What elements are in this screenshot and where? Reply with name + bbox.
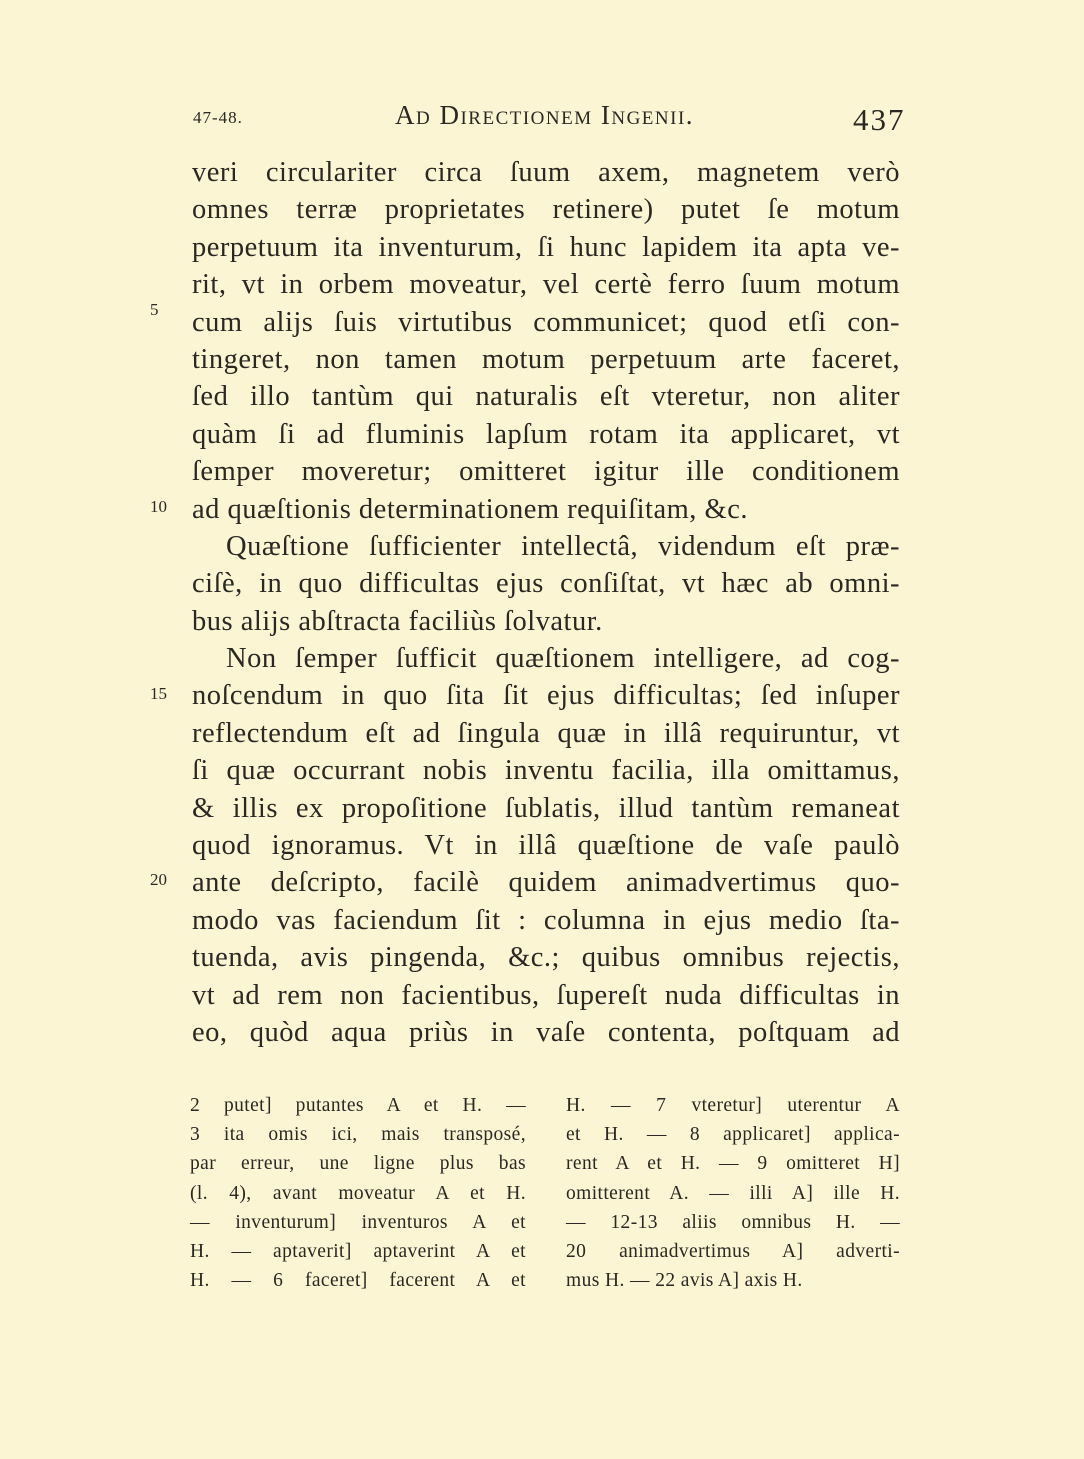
text-line: Non ſemper ſufficit quæſtionem intelligere, ad cog-	[226, 643, 900, 675]
line-number: 20	[150, 870, 167, 889]
text-line: ſemper moveretur; omitteret igitur ille conditionem	[192, 456, 900, 488]
text-line: Quæſtione ſufficienter intellectâ, videndum eſt præ-	[226, 530, 900, 562]
text-line: & illis ex propoſitione ſublatis, illud tantùm remaneat	[192, 792, 900, 824]
text-line: quàm ſi ad fluminis lapſum rotam ita applicaret, vt	[192, 418, 900, 450]
text-line: rit, vt in orbem moveatur, vel certè ferro ſuum motum	[192, 269, 900, 301]
page-number: 437	[853, 102, 906, 137]
text-line: tingeret, non tamen motum perpetuum arte faceret,	[192, 343, 900, 375]
text-line: ciſè, in quo difficultas ejus conſiſtat, vt hæc ab omni-	[192, 568, 900, 600]
text-line: noſcendum in quo ſita ſit ejus difficultas; ſed inſuper	[192, 680, 900, 712]
main-text	[192, 154, 900, 1051]
text-line: perpetuum ita inventurum, ſi hunc lapidem ita apta ve-	[192, 231, 900, 263]
text-line: eo, quòd aqua priùs in vaſe contenta, poſtquam ad	[192, 1016, 900, 1048]
text-line: bus alijs abſtracta faciliùs ſolvatur.	[192, 605, 603, 637]
text-line: vt ad rem non facientibus, ſupereſt nuda difficultas in	[192, 979, 900, 1011]
footnote-line: 20 animadvertimus A] adverti-	[566, 1240, 900, 1262]
footnote-line: et H. — 8 applicaret] applica-	[566, 1124, 900, 1146]
text-line: ſi quæ occurrant nobis inventu facilia, illa omittamus,	[192, 755, 900, 787]
text-line: veri circulariter circa ſuum axem, magnetem verò	[192, 157, 900, 188]
line-number: 15	[150, 684, 167, 703]
text-line: modo vas faciendum ſit : columna in ejus medio ſta-	[192, 904, 900, 936]
running-title: Ad Directionem Ingenii.	[395, 100, 695, 130]
text-line: ad quæſtionis determinationem requiſitam, &c.	[192, 493, 748, 525]
text-line: quod ignoramus. Vt in illâ quæſtione de vaſe paulò	[192, 830, 900, 862]
footnote-line: 2 putet] putantes A et H. —	[190, 1095, 526, 1116]
footnote-line: par erreur, une ligne plus bas	[190, 1153, 526, 1175]
text-line: reflectendum eſt ad ſingula quæ in illâ requiruntur, vt	[192, 717, 900, 749]
text-line: cum alijs ſuis virtutibus communicet; quod etſi con-	[192, 306, 900, 338]
page-range: 47-48.	[193, 108, 243, 127]
text-line: ante deſcripto, facilè quidem animadvertimus quo-	[192, 867, 900, 899]
text-line: tuenda, avis pingenda, &c.; quibus omnibus rejectis,	[192, 942, 900, 974]
footnote-line: — inventurum] inventuros A et	[190, 1211, 526, 1233]
footnote-line: — 12-13 aliis omnibus H. —	[566, 1211, 900, 1233]
footnote-line: rent A et H. — 9 omitteret H]	[566, 1153, 900, 1175]
footnote-line: (l. 4), avant moveatur A et H.	[190, 1182, 526, 1204]
footnote-line: omitterent A. — illi A] ille H.	[566, 1182, 900, 1204]
footnotes-right-column	[566, 1091, 900, 1295]
line-number: 5	[150, 300, 159, 319]
line-number: 10	[150, 497, 167, 516]
footnote-line: H. — aptaverit] aptaverint A et	[190, 1240, 526, 1262]
footnote-line: H. — 7 vteretur] uterentur A	[566, 1095, 900, 1116]
text-line: omnes terræ proprietates retinere) putet ſe motum	[192, 194, 900, 226]
footnotes-left-column	[190, 1091, 526, 1295]
footnote-line: 3 ita omis ici, mais transposé,	[190, 1124, 526, 1146]
text-line: ſed illo tantùm qui naturalis eſt vteretur, non aliter	[192, 381, 900, 413]
footnote-line: H. — 6 faceret] facerent A et	[190, 1270, 526, 1292]
footnote-line: mus H. — 22 avis A] axis H.	[566, 1270, 803, 1292]
running-header	[0, 100, 1084, 140]
